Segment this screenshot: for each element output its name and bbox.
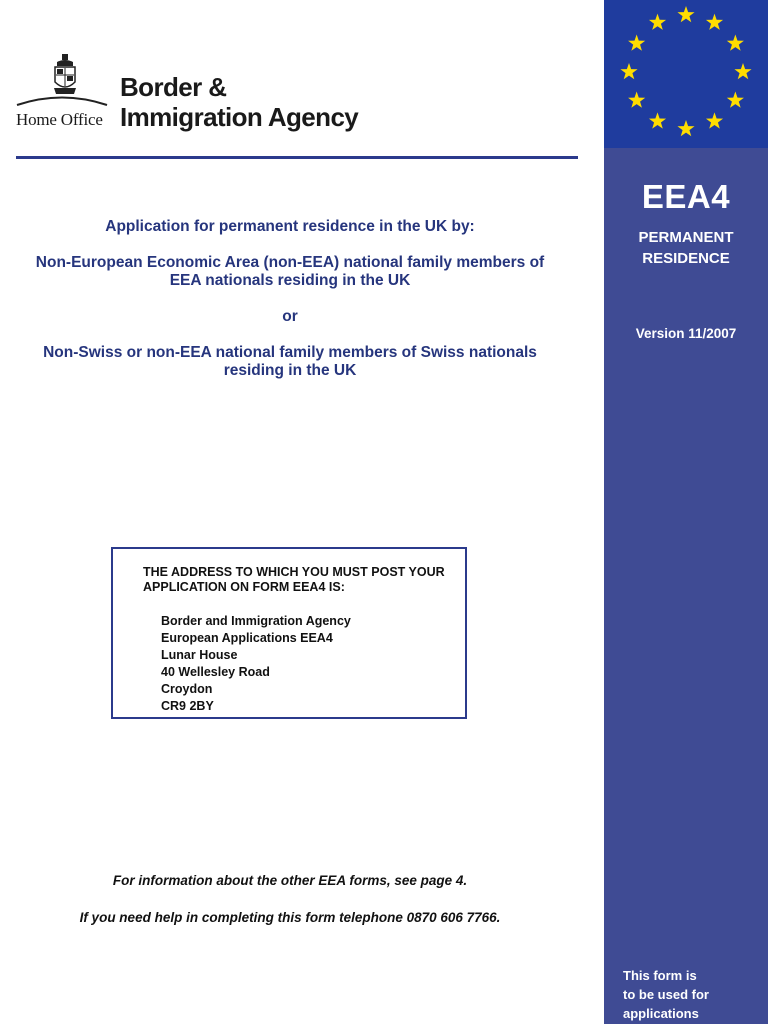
- eu-stars: [604, 0, 768, 148]
- title-line2: Non-European Economic Area (non-EEA) national family members of EEA nationals residing in the UK: [35, 254, 545, 289]
- eu-flag-icon: [604, 0, 768, 148]
- star-icon: [727, 35, 744, 51]
- star-icon: [620, 63, 637, 79]
- form-type-line2: RESIDENCE: [642, 250, 730, 267]
- address-line: CR9 2BY: [161, 699, 214, 713]
- address-heading: THE ADDRESS TO WHICH YOU MUST POST YOUR APPLICATION ON FORM EEA4 IS:: [143, 565, 445, 594]
- star-icon: [649, 14, 666, 30]
- address-line: European Applications EEA4: [161, 631, 333, 645]
- form-type: [604, 227, 768, 269]
- address-line: Border and Immigration Agency: [161, 614, 351, 628]
- agency-name-line1: Border &: [120, 72, 227, 102]
- form-code: EEA4: [641, 178, 731, 215]
- side-note: [623, 966, 763, 1023]
- address-box: [111, 547, 467, 719]
- title-line3: Non-Swiss or non-EEA national family members of Swiss nationals residing in the UK: [43, 344, 537, 379]
- agency-logo: [16, 50, 416, 140]
- royal-crest-icon: [52, 54, 78, 96]
- star-icon: [628, 92, 645, 108]
- header-divider: [16, 156, 578, 159]
- crest-arch: [16, 94, 108, 106]
- star-icon: [649, 112, 666, 128]
- address-line: Lunar House: [161, 648, 238, 662]
- help-info: If you need help in completing this form telephone 0870 606 7766.: [79, 910, 501, 925]
- address-line: Croydon: [161, 682, 213, 696]
- star-icon: [727, 92, 744, 108]
- agency-name-line2: Immigration Agency: [120, 102, 359, 132]
- side-note-line1: This form is: [623, 968, 697, 983]
- address-lines: [161, 613, 351, 715]
- star-icon: [706, 112, 723, 128]
- version-label: Version 11/2007: [635, 326, 737, 341]
- star-icon: [677, 120, 694, 136]
- home-office-label: Home Office: [16, 110, 103, 129]
- title-or: or: [282, 308, 298, 325]
- other-forms-info: For information about the other EEA forms, see page 4.: [112, 873, 468, 888]
- side-note-line2: to be used for: [623, 987, 709, 1002]
- star-icon: [706, 14, 723, 30]
- side-note-line3: applications: [623, 1006, 699, 1021]
- side-panel: [604, 0, 768, 1024]
- title-line1: Application for permanent residence in the UK by:: [105, 218, 475, 235]
- form-type-line1: PERMANENT: [638, 229, 734, 246]
- address-line: 40 Wellesley Road: [161, 665, 270, 679]
- star-icon: [628, 35, 645, 51]
- star-icon: [677, 6, 694, 22]
- star-icon: [734, 63, 751, 79]
